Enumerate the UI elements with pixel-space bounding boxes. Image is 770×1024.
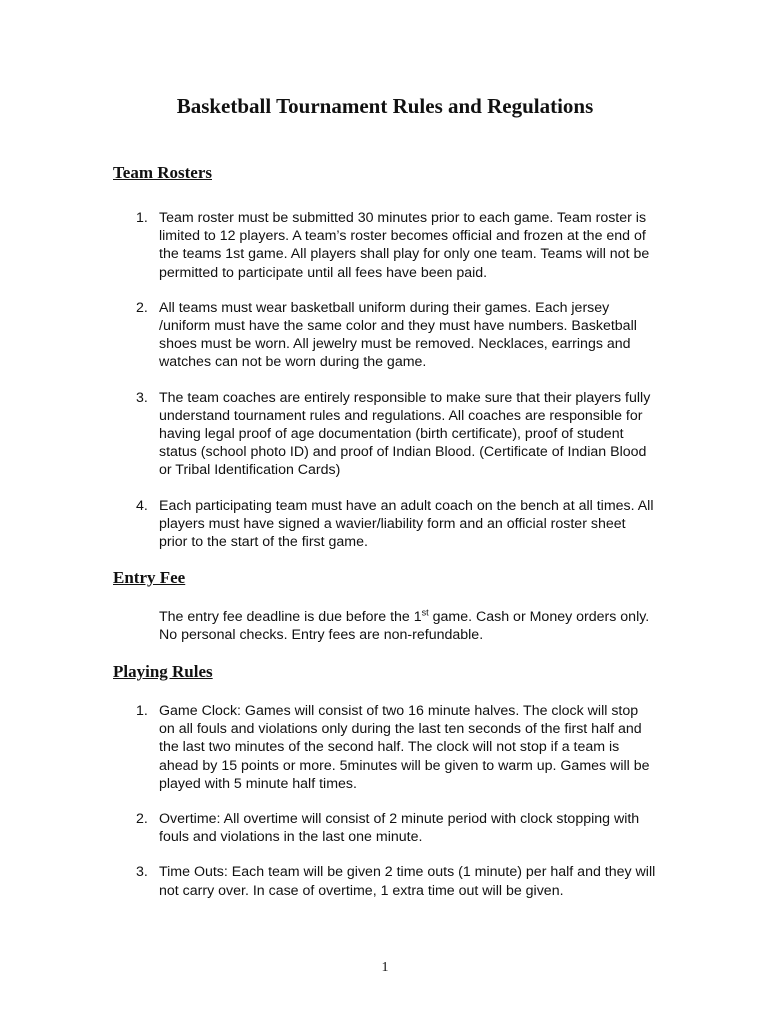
list-item-text: Time Outs: Each team will be given 2 time outs (1 minute) per half and they will not carry over. In case of overtime, 1 extra time out will be given. [159, 864, 656, 899]
list-item-text: All teams must wear basketball uniform during their games. Each jersey /uniform must have the same color and they must have numbers. Basketball shoes must be worn. All jewelry must be removed. Necklaces, earrings and watches can not be worn during the game. [159, 299, 637, 371]
list-item-number: 3. [136, 389, 148, 406]
list-item-number: 2. [136, 299, 148, 316]
entry-fee-text-start: The entry fee deadline is due before the 1 [159, 609, 422, 625]
list-item-number: 1. [136, 703, 148, 719]
list-item [136, 299, 656, 372]
list-item [136, 863, 656, 899]
list-item-number: 4. [136, 497, 148, 514]
list-item-text: Team roster must be submitted 30 minutes prior to each game. Team roster is limited to 12 players. A team’s roster becomes official and frozen at the end of the teams 1st game. All players shall play for only one team. Teams will not be permitted to participate until all fees have been paid. [159, 210, 650, 281]
section-heading-playing-rules: Playing Rules [113, 662, 213, 681]
page-number: 1 [381, 960, 389, 975]
list-item [136, 702, 656, 793]
list-item-number: 1. [136, 210, 148, 226]
entry-fee-text-end: game. Cash or Money orders only. No personal checks. Entry fees are non-refundable. [159, 609, 650, 644]
entry-fee-paragraph [159, 608, 659, 644]
list-item-text: Game Clock: Games will consist of two 16 minute halves. The clock will stop on all fouls and violations only during the last ten seconds of the first half and the last two minutes of the second half. The clock will not stop if a team is ahead by 15 points or more. 5minutes will be given to warm up. Games will be played with 5 minute half times. [159, 703, 650, 792]
section-heading-team-rosters: Team Rosters [113, 163, 212, 182]
list-item [136, 209, 656, 282]
list-item-number: 2. [136, 811, 148, 828]
list-item-text: The team coaches are entirely responsible to make sure that their players fully understand tournament rules and regulations. All coaches are responsible for having legal proof of age documentation (birth certificate), proof of student status (school photo ID) and proof of Indian Blood. (Certificate of Indian Blood or Tribal Identification Cards) [159, 389, 651, 479]
document-title: Basketball Tournament Rules and Regulations [176, 94, 594, 118]
entry-fee-superscript: st [421, 607, 429, 618]
section-heading-entry-fee: Entry Fee [113, 568, 186, 587]
list-item-text: Overtime: All overtime will consist of 2 minute period with clock stopping with fouls and violations in the last one minute. [159, 811, 640, 846]
list-item [136, 810, 656, 846]
list-item-text: Each participating team must have an adult coach on the bench at all times. All players must have signed a wavier/liability form and an official roster sheet prior to the start of the first game. [159, 497, 654, 551]
list-item [136, 389, 656, 480]
team-rosters-list [136, 209, 656, 568]
list-item [136, 497, 656, 552]
playing-rules-list [136, 702, 656, 917]
list-item-number: 3. [136, 864, 148, 881]
